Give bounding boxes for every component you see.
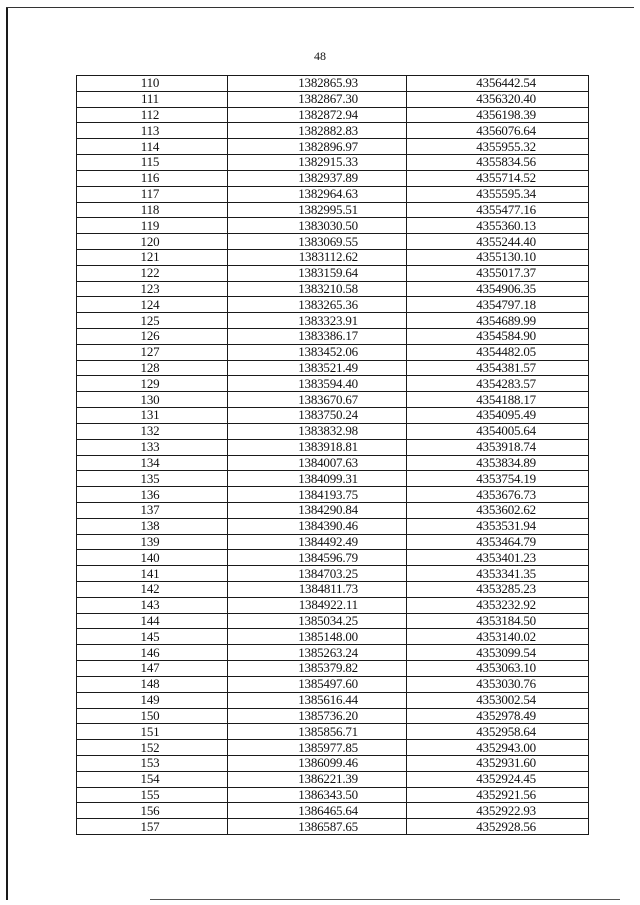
point-number-cell: 115 (77, 155, 228, 171)
x-coordinate-cell: 1382915.33 (228, 155, 407, 171)
table-row (77, 629, 589, 645)
x-coordinate-cell: 1386343.50 (228, 787, 407, 803)
point-number-cell: 155 (77, 787, 228, 803)
table-row (77, 455, 589, 471)
table-row (77, 155, 589, 171)
point-number-cell: 143 (77, 597, 228, 613)
point-number-cell: 129 (77, 376, 228, 392)
table-row (77, 376, 589, 392)
table-row (77, 771, 589, 787)
x-coordinate-cell: 1382937.89 (228, 170, 407, 186)
table-row (77, 249, 589, 265)
x-coordinate-cell: 1385856.71 (228, 724, 407, 740)
x-coordinate-cell: 1382896.97 (228, 139, 407, 155)
point-number-cell: 156 (77, 803, 228, 819)
table-row (77, 803, 589, 819)
y-coordinate-cell: 4353834.89 (407, 455, 589, 471)
x-coordinate-cell: 1385497.60 (228, 676, 407, 692)
table-row (77, 297, 589, 313)
x-coordinate-cell: 1384703.25 (228, 566, 407, 582)
table-row (77, 613, 589, 629)
x-coordinate-cell: 1383521.49 (228, 360, 407, 376)
table-row (77, 724, 589, 740)
point-number-cell: 127 (77, 344, 228, 360)
y-coordinate-cell: 4355360.13 (407, 218, 589, 234)
x-coordinate-cell: 1386587.65 (228, 819, 407, 835)
x-coordinate-cell: 1383112.62 (228, 249, 407, 265)
y-coordinate-cell: 4355834.56 (407, 155, 589, 171)
point-number-cell: 153 (77, 755, 228, 771)
point-number-cell: 134 (77, 455, 228, 471)
point-number-cell: 114 (77, 139, 228, 155)
x-coordinate-cell: 1383069.55 (228, 234, 407, 250)
x-coordinate-cell: 1383265.36 (228, 297, 407, 313)
point-number-cell: 126 (77, 329, 228, 345)
y-coordinate-cell: 4353341.35 (407, 566, 589, 582)
x-coordinate-cell: 1383210.58 (228, 281, 407, 297)
y-coordinate-cell: 4354188.17 (407, 392, 589, 408)
x-coordinate-cell: 1382995.51 (228, 202, 407, 218)
point-number-cell: 138 (77, 518, 228, 534)
point-number-cell: 146 (77, 645, 228, 661)
x-coordinate-cell: 1384811.73 (228, 582, 407, 598)
y-coordinate-cell: 4353184.50 (407, 613, 589, 629)
x-coordinate-cell: 1382872.94 (228, 107, 407, 123)
y-coordinate-cell: 4355595.34 (407, 186, 589, 202)
page-number: 48 (314, 49, 326, 63)
table-row (77, 202, 589, 218)
x-coordinate-cell: 1386465.64 (228, 803, 407, 819)
y-coordinate-cell: 4353531.94 (407, 518, 589, 534)
y-coordinate-cell: 4352922.93 (407, 803, 589, 819)
point-number-cell: 117 (77, 186, 228, 202)
x-coordinate-cell: 1383594.40 (228, 376, 407, 392)
point-number-cell: 148 (77, 676, 228, 692)
y-coordinate-cell: 4354095.49 (407, 408, 589, 424)
page-frame-top-edge (6, 7, 634, 8)
point-number-cell: 113 (77, 123, 228, 139)
x-coordinate-cell: 1383452.06 (228, 344, 407, 360)
x-coordinate-cell: 1385148.00 (228, 629, 407, 645)
y-coordinate-cell: 4353754.19 (407, 471, 589, 487)
table-row (77, 502, 589, 518)
point-number-cell: 118 (77, 202, 228, 218)
point-number-cell: 147 (77, 661, 228, 677)
x-coordinate-cell: 1383750.24 (228, 408, 407, 424)
y-coordinate-cell: 4353918.74 (407, 439, 589, 455)
table-row (77, 360, 589, 376)
point-number-cell: 130 (77, 392, 228, 408)
x-coordinate-cell: 1383386.17 (228, 329, 407, 345)
y-coordinate-cell: 4353464.79 (407, 534, 589, 550)
point-number-cell: 124 (77, 297, 228, 313)
y-coordinate-cell: 4355244.40 (407, 234, 589, 250)
y-coordinate-cell: 4356198.39 (407, 107, 589, 123)
table-row (77, 186, 589, 202)
x-coordinate-cell: 1385034.25 (228, 613, 407, 629)
y-coordinate-cell: 4353063.10 (407, 661, 589, 677)
coordinates-table-body (77, 76, 589, 835)
y-coordinate-cell: 4353099.54 (407, 645, 589, 661)
coordinates-table (76, 75, 589, 835)
table-row (77, 645, 589, 661)
x-coordinate-cell: 1384492.49 (228, 534, 407, 550)
table-row (77, 76, 589, 92)
point-number-cell: 149 (77, 692, 228, 708)
point-number-cell: 151 (77, 724, 228, 740)
y-coordinate-cell: 4352978.49 (407, 708, 589, 724)
table-row (77, 234, 589, 250)
x-coordinate-cell: 1383670.67 (228, 392, 407, 408)
point-number-cell: 150 (77, 708, 228, 724)
x-coordinate-cell: 1383918.81 (228, 439, 407, 455)
x-coordinate-cell: 1384193.75 (228, 487, 407, 503)
table-row (77, 471, 589, 487)
x-coordinate-cell: 1385379.82 (228, 661, 407, 677)
table-row (77, 550, 589, 566)
table-row (77, 408, 589, 424)
point-number-cell: 141 (77, 566, 228, 582)
y-coordinate-cell: 4356442.54 (407, 76, 589, 92)
table-row (77, 819, 589, 835)
y-coordinate-cell: 4354584.90 (407, 329, 589, 345)
page-frame-bottom-edge (150, 899, 620, 900)
y-coordinate-cell: 4353401.23 (407, 550, 589, 566)
table-row (77, 91, 589, 107)
y-coordinate-cell: 4352931.60 (407, 755, 589, 771)
x-coordinate-cell: 1382882.83 (228, 123, 407, 139)
y-coordinate-cell: 4355477.16 (407, 202, 589, 218)
x-coordinate-cell: 1385736.20 (228, 708, 407, 724)
point-number-cell: 121 (77, 249, 228, 265)
x-coordinate-cell: 1384007.63 (228, 455, 407, 471)
point-number-cell: 111 (77, 91, 228, 107)
point-number-cell: 122 (77, 265, 228, 281)
point-number-cell: 157 (77, 819, 228, 835)
table-row (77, 755, 589, 771)
x-coordinate-cell: 1384390.46 (228, 518, 407, 534)
table-row (77, 170, 589, 186)
x-coordinate-cell: 1384922.11 (228, 597, 407, 613)
table-row (77, 518, 589, 534)
point-number-cell: 142 (77, 582, 228, 598)
y-coordinate-cell: 4353232.92 (407, 597, 589, 613)
point-number-cell: 125 (77, 313, 228, 329)
y-coordinate-cell: 4354689.99 (407, 313, 589, 329)
x-coordinate-cell: 1383030.50 (228, 218, 407, 234)
y-coordinate-cell: 4353676.73 (407, 487, 589, 503)
point-number-cell: 119 (77, 218, 228, 234)
point-number-cell: 128 (77, 360, 228, 376)
point-number-cell: 112 (77, 107, 228, 123)
table-row (77, 661, 589, 677)
y-coordinate-cell: 4352921.56 (407, 787, 589, 803)
table-row (77, 740, 589, 756)
point-number-cell: 133 (77, 439, 228, 455)
table-row (77, 582, 589, 598)
point-number-cell: 132 (77, 423, 228, 439)
table-row (77, 313, 589, 329)
y-coordinate-cell: 4355017.37 (407, 265, 589, 281)
y-coordinate-cell: 4353285.23 (407, 582, 589, 598)
table-row (77, 708, 589, 724)
table-row (77, 392, 589, 408)
point-number-cell: 152 (77, 740, 228, 756)
table-row (77, 423, 589, 439)
x-coordinate-cell: 1382865.93 (228, 76, 407, 92)
y-coordinate-cell: 4356076.64 (407, 123, 589, 139)
table-row (77, 107, 589, 123)
point-number-cell: 135 (77, 471, 228, 487)
point-number-cell: 154 (77, 771, 228, 787)
table-row (77, 218, 589, 234)
table-row (77, 676, 589, 692)
point-number-cell: 139 (77, 534, 228, 550)
x-coordinate-cell: 1383323.91 (228, 313, 407, 329)
point-number-cell: 140 (77, 550, 228, 566)
y-coordinate-cell: 4355955.32 (407, 139, 589, 155)
x-coordinate-cell: 1384099.31 (228, 471, 407, 487)
x-coordinate-cell: 1384596.79 (228, 550, 407, 566)
table-row (77, 265, 589, 281)
point-number-cell: 110 (77, 76, 228, 92)
table-row (77, 534, 589, 550)
y-coordinate-cell: 4353602.62 (407, 502, 589, 518)
y-coordinate-cell: 4352943.00 (407, 740, 589, 756)
table-row (77, 487, 589, 503)
y-coordinate-cell: 4354283.57 (407, 376, 589, 392)
table-row (77, 787, 589, 803)
x-coordinate-cell: 1385616.44 (228, 692, 407, 708)
y-coordinate-cell: 4356320.40 (407, 91, 589, 107)
point-number-cell: 123 (77, 281, 228, 297)
x-coordinate-cell: 1383159.64 (228, 265, 407, 281)
point-number-cell: 131 (77, 408, 228, 424)
point-number-cell: 145 (77, 629, 228, 645)
table-row (77, 692, 589, 708)
x-coordinate-cell: 1385977.85 (228, 740, 407, 756)
table-row (77, 566, 589, 582)
table-row (77, 139, 589, 155)
table-row (77, 597, 589, 613)
y-coordinate-cell: 4352924.45 (407, 771, 589, 787)
y-coordinate-cell: 4353002.54 (407, 692, 589, 708)
y-coordinate-cell: 4355714.52 (407, 170, 589, 186)
x-coordinate-cell: 1382867.30 (228, 91, 407, 107)
page-frame-left-edge (6, 8, 8, 900)
table-row (77, 123, 589, 139)
y-coordinate-cell: 4354005.64 (407, 423, 589, 439)
point-number-cell: 120 (77, 234, 228, 250)
y-coordinate-cell: 4353140.02 (407, 629, 589, 645)
point-number-cell: 136 (77, 487, 228, 503)
y-coordinate-cell: 4354482.05 (407, 344, 589, 360)
y-coordinate-cell: 4354797.18 (407, 297, 589, 313)
point-number-cell: 144 (77, 613, 228, 629)
y-coordinate-cell: 4354381.57 (407, 360, 589, 376)
x-coordinate-cell: 1386221.39 (228, 771, 407, 787)
x-coordinate-cell: 1382964.63 (228, 186, 407, 202)
y-coordinate-cell: 4352958.64 (407, 724, 589, 740)
table-row (77, 439, 589, 455)
y-coordinate-cell: 4352928.56 (407, 819, 589, 835)
point-number-cell: 137 (77, 502, 228, 518)
x-coordinate-cell: 1385263.24 (228, 645, 407, 661)
y-coordinate-cell: 4354906.35 (407, 281, 589, 297)
table-row (77, 281, 589, 297)
x-coordinate-cell: 1383832.98 (228, 423, 407, 439)
table-row (77, 329, 589, 345)
x-coordinate-cell: 1386099.46 (228, 755, 407, 771)
y-coordinate-cell: 4353030.76 (407, 676, 589, 692)
x-coordinate-cell: 1384290.84 (228, 502, 407, 518)
y-coordinate-cell: 4355130.10 (407, 249, 589, 265)
point-number-cell: 116 (77, 170, 228, 186)
table-row (77, 344, 589, 360)
